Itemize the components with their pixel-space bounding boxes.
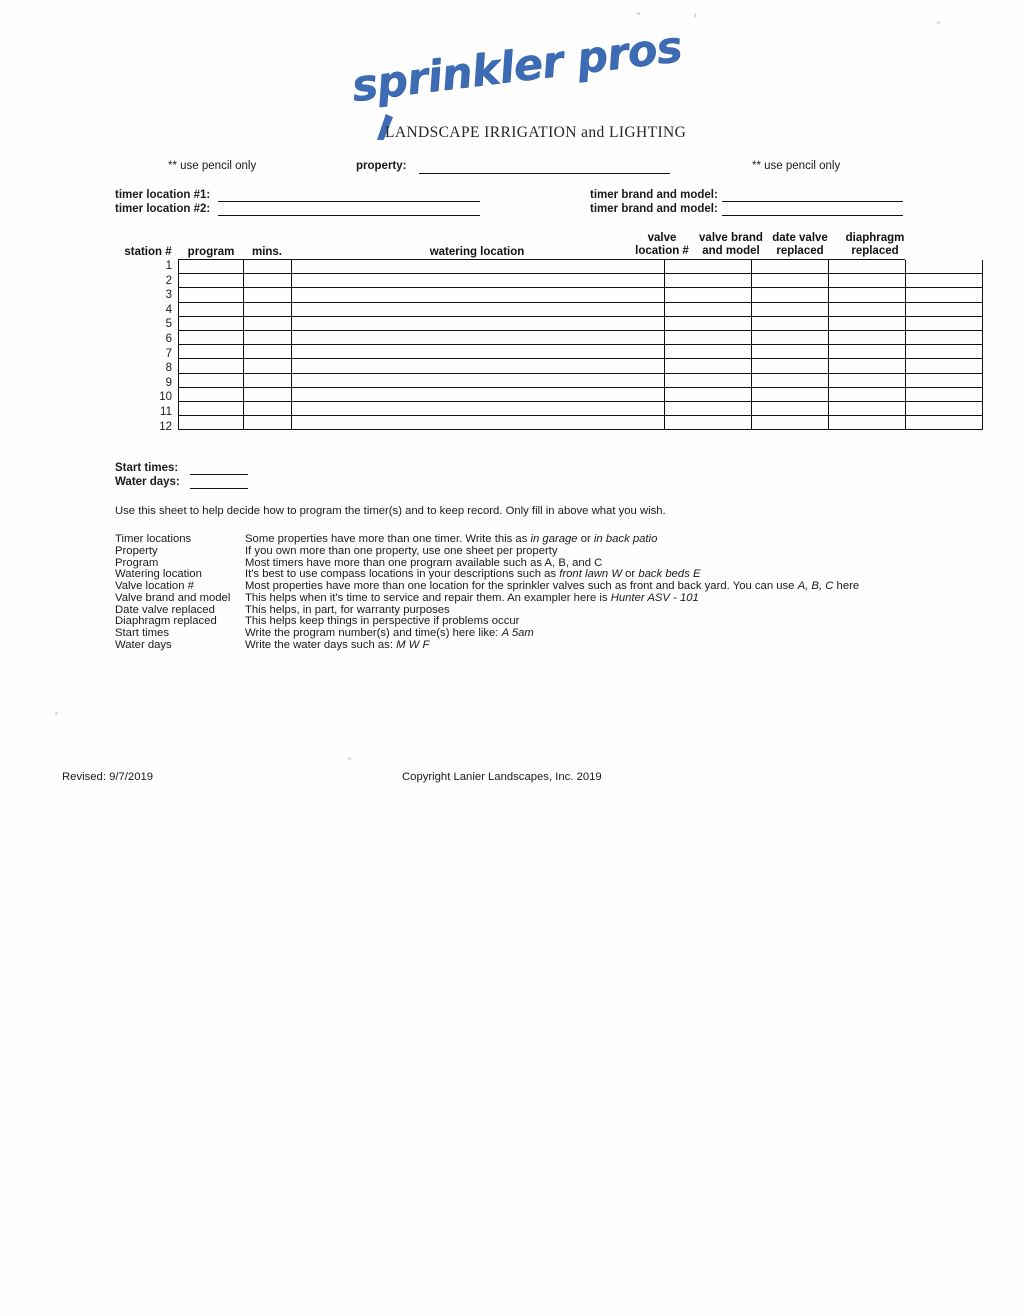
table-cell-diaphragm[interactable] bbox=[905, 260, 982, 274]
logo-tagline: LANDSCAPE IRRIGATION and LIGHTING bbox=[385, 124, 687, 141]
station-number: 6 bbox=[165, 333, 172, 346]
table-cell-watering-location[interactable] bbox=[291, 288, 664, 302]
definition-row bbox=[115, 639, 915, 651]
table-cell-valve-brand[interactable] bbox=[751, 288, 828, 302]
definition-description: It's best to use compass locations in your descriptions such as front lawn W or back beds E bbox=[245, 568, 701, 581]
table-cell-valve-brand[interactable] bbox=[751, 345, 828, 359]
table-cell-watering-location[interactable] bbox=[291, 373, 664, 387]
definition-term: Water days bbox=[115, 638, 172, 651]
table-cell-mins[interactable] bbox=[243, 359, 291, 373]
definition-row bbox=[115, 627, 915, 639]
table-cell-valve-brand[interactable] bbox=[751, 330, 828, 344]
scan-speck bbox=[637, 12, 640, 15]
table-row bbox=[179, 387, 982, 401]
table-row bbox=[179, 345, 982, 359]
definitions-list bbox=[115, 533, 915, 651]
table-cell-program[interactable] bbox=[179, 345, 243, 359]
table-cell-diaphragm[interactable] bbox=[905, 345, 982, 359]
station-number: 3 bbox=[165, 289, 172, 302]
definition-description: This helps keep things in perspective if problems occur bbox=[245, 615, 520, 628]
timer-brand-1-input-line[interactable] bbox=[722, 201, 903, 202]
table-header-mins: mins. bbox=[251, 246, 283, 258]
table-cell-date-replaced[interactable] bbox=[828, 387, 905, 401]
station-number: 10 bbox=[159, 391, 172, 404]
property-label: property: bbox=[356, 160, 407, 172]
timer-location-2-input-line[interactable] bbox=[218, 215, 480, 216]
definition-description: If you own more than one property, use one sheet per property bbox=[245, 544, 558, 557]
definition-term: Date valve replaced bbox=[115, 603, 215, 616]
table-row bbox=[179, 274, 982, 288]
table-cell-watering-location[interactable] bbox=[291, 302, 664, 316]
table-cell-program[interactable] bbox=[179, 416, 243, 430]
table-cell-valve-brand[interactable] bbox=[751, 316, 828, 330]
definition-row bbox=[115, 545, 915, 557]
table-cell-program[interactable] bbox=[179, 260, 243, 274]
definition-example: in garage bbox=[530, 533, 578, 545]
table-cell-mins[interactable] bbox=[243, 316, 291, 330]
table-cell-date-replaced[interactable] bbox=[828, 302, 905, 316]
definition-example: back beds E bbox=[638, 568, 701, 581]
logo-wordmark: sprinkler pros bbox=[348, 21, 685, 112]
table-cell-mins[interactable] bbox=[243, 373, 291, 387]
timer-location-1-input-line[interactable] bbox=[218, 201, 480, 202]
definition-row bbox=[115, 592, 915, 604]
definition-description: Some properties have more than one timer. Write this as in garage or in back patio bbox=[245, 533, 658, 545]
table-header-diaphragm-line2: replaced bbox=[851, 244, 899, 257]
table-cell-watering-location[interactable] bbox=[291, 330, 664, 344]
table-header-valve-location-line1: valve bbox=[647, 232, 677, 244]
definition-example: A, B, C bbox=[797, 580, 834, 592]
timer-brand-1-label: timer brand and model: bbox=[590, 189, 718, 201]
table-cell-diaphragm[interactable] bbox=[905, 302, 982, 316]
table-cell-valve-brand[interactable] bbox=[751, 416, 828, 430]
table-cell-valve-location[interactable] bbox=[664, 316, 751, 330]
table-cell-diaphragm[interactable] bbox=[905, 359, 982, 373]
table-cell-valve-brand[interactable] bbox=[751, 274, 828, 288]
table-cell-date-replaced[interactable] bbox=[828, 274, 905, 288]
table-cell-valve-brand[interactable] bbox=[751, 373, 828, 387]
timer-location-2-label: timer location #2: bbox=[115, 203, 211, 215]
scan-speck bbox=[55, 712, 58, 715]
table-cell-diaphragm[interactable] bbox=[905, 274, 982, 288]
table-header-program: program bbox=[187, 246, 235, 258]
pencil-note-left: ** use pencil only bbox=[168, 160, 257, 172]
definition-example: Hunter ASV - 101 bbox=[610, 591, 699, 604]
table-cell-valve-location[interactable] bbox=[664, 401, 751, 415]
table-cell-watering-location[interactable] bbox=[291, 359, 664, 373]
table-cell-date-replaced[interactable] bbox=[828, 401, 905, 415]
definition-term: Start times bbox=[115, 627, 169, 639]
table-cell-valve-brand[interactable] bbox=[751, 302, 828, 316]
table-cell-watering-location[interactable] bbox=[291, 274, 664, 288]
table-cell-valve-location[interactable] bbox=[664, 302, 751, 316]
table-cell-mins[interactable] bbox=[243, 416, 291, 430]
table-header-date-replaced-line2: replaced bbox=[776, 244, 824, 257]
definition-row bbox=[115, 615, 915, 627]
table-cell-program[interactable] bbox=[179, 288, 243, 302]
table-row bbox=[179, 401, 982, 415]
table-cell-diaphragm[interactable] bbox=[905, 373, 982, 387]
timer-brand-2-label: timer brand and model: bbox=[590, 203, 718, 215]
company-logo bbox=[348, 21, 687, 152]
timer-brand-2-input-line[interactable] bbox=[722, 215, 903, 216]
table-cell-mins[interactable] bbox=[243, 345, 291, 359]
table-cell-valve-location[interactable] bbox=[664, 416, 751, 430]
table-header-diaphragm bbox=[827, 232, 923, 257]
station-number: 5 bbox=[165, 318, 172, 331]
table-cell-watering-location[interactable] bbox=[291, 345, 664, 359]
station-table bbox=[178, 259, 905, 430]
definition-example: in back patio bbox=[593, 533, 658, 545]
table-row bbox=[179, 359, 982, 373]
definition-description: Write the program number(s) and time(s) here like: A 5am bbox=[245, 627, 534, 639]
definition-row bbox=[115, 533, 915, 545]
definition-description: This helps when it's time to service and repair them. An exampler here is Hunter ASV - 101 bbox=[245, 591, 699, 604]
table-cell-watering-location[interactable] bbox=[291, 416, 664, 430]
table-cell-valve-location[interactable] bbox=[664, 359, 751, 373]
copyright-notice: Copyright Lanier Landscapes, Inc. 2019 bbox=[402, 771, 602, 783]
table-cell-program[interactable] bbox=[179, 302, 243, 316]
definition-example: A 5am bbox=[501, 627, 534, 639]
table-cell-date-replaced[interactable] bbox=[828, 260, 905, 274]
instructions-intro: Use this sheet to help decide how to program the timer(s) and to keep record. Only fill in above what you wish. bbox=[115, 505, 666, 517]
table-cell-diaphragm[interactable] bbox=[905, 330, 982, 344]
table-cell-diaphragm[interactable] bbox=[905, 288, 982, 302]
table-cell-mins[interactable] bbox=[243, 302, 291, 316]
table-cell-watering-location[interactable] bbox=[291, 316, 664, 330]
property-input-line[interactable] bbox=[419, 173, 670, 174]
table-row bbox=[179, 316, 982, 330]
station-number: 11 bbox=[160, 406, 172, 419]
table-cell-valve-location[interactable] bbox=[664, 288, 751, 302]
table-cell-valve-location[interactable] bbox=[664, 387, 751, 401]
table-cell-mins[interactable] bbox=[243, 274, 291, 288]
table-cell-watering-location[interactable] bbox=[291, 401, 664, 415]
definition-description: This helps, in part, for warranty purposes bbox=[245, 603, 450, 616]
definition-row bbox=[115, 557, 915, 569]
table-cell-date-replaced[interactable] bbox=[828, 416, 905, 430]
table-cell-program[interactable] bbox=[179, 274, 243, 288]
definition-term: Program bbox=[115, 556, 159, 569]
table-cell-valve-brand[interactable] bbox=[751, 401, 828, 415]
definition-description: Most properties have more than one location for the sprinkler valves such as front and back yard. You can use A, B, C here bbox=[245, 580, 860, 592]
water-days-label: Water days: bbox=[115, 476, 180, 488]
table-cell-valve-location[interactable] bbox=[664, 330, 751, 344]
table-row bbox=[179, 330, 982, 344]
table-cell-valve-location[interactable] bbox=[664, 274, 751, 288]
definition-description: Write the water days such as: M W F bbox=[245, 638, 430, 651]
definition-row bbox=[115, 568, 915, 580]
table-header-valve-brand-line1: valve brand bbox=[699, 232, 763, 244]
table-cell-date-replaced[interactable] bbox=[828, 345, 905, 359]
table-cell-watering-location[interactable] bbox=[291, 387, 664, 401]
table-row bbox=[179, 373, 982, 387]
definition-term: Property bbox=[115, 544, 158, 557]
definition-example: M W F bbox=[396, 638, 430, 651]
table-cell-program[interactable] bbox=[179, 316, 243, 330]
table-cell-mins[interactable] bbox=[243, 401, 291, 415]
table-cell-watering-location[interactable] bbox=[291, 260, 664, 274]
table-cell-valve-location[interactable] bbox=[664, 373, 751, 387]
definition-term: Diaphragm replaced bbox=[115, 615, 217, 628]
station-number: 8 bbox=[165, 362, 172, 375]
station-number: 4 bbox=[165, 303, 172, 316]
station-number: 12 bbox=[159, 420, 172, 433]
scan-speck bbox=[348, 757, 351, 760]
definition-term: Valve brand and model bbox=[115, 591, 231, 604]
table-row bbox=[179, 302, 982, 316]
table-cell-date-replaced[interactable] bbox=[828, 359, 905, 373]
table-cell-mins[interactable] bbox=[243, 387, 291, 401]
start-times-input-line[interactable] bbox=[190, 474, 248, 475]
table-header-station: station # bbox=[124, 246, 172, 258]
table-header-date-replaced-line1: date valve bbox=[772, 232, 828, 244]
definition-example: front lawn W bbox=[559, 568, 623, 581]
scan-speck bbox=[694, 13, 696, 18]
revised-date: Revised: 9/7/2019 bbox=[62, 771, 154, 783]
table-cell-valve-brand[interactable] bbox=[751, 359, 828, 373]
station-number: 9 bbox=[165, 376, 172, 389]
definition-description: Most timers have more than one program available such as A, B, and C bbox=[245, 556, 603, 569]
definition-row bbox=[115, 580, 915, 592]
definition-term: Watering location bbox=[115, 568, 202, 581]
start-times-label: Start times: bbox=[115, 462, 179, 474]
table-cell-mins[interactable] bbox=[243, 330, 291, 344]
table-cell-date-replaced[interactable] bbox=[828, 288, 905, 302]
table-row bbox=[179, 288, 982, 302]
table-header-diaphragm-line1: diaphragm bbox=[845, 232, 905, 244]
scan-speck bbox=[937, 21, 940, 24]
table-cell-mins[interactable] bbox=[243, 288, 291, 302]
definition-term: Valve location # bbox=[115, 580, 194, 592]
definition-row bbox=[115, 604, 915, 616]
table-cell-valve-brand[interactable] bbox=[751, 387, 828, 401]
station-number: 1 bbox=[165, 260, 172, 272]
water-days-input-line[interactable] bbox=[190, 488, 248, 489]
table-cell-mins[interactable] bbox=[243, 260, 291, 274]
table-row bbox=[179, 416, 982, 430]
table-cell-diaphragm[interactable] bbox=[905, 316, 982, 330]
pencil-note-right: ** use pencil only bbox=[752, 160, 841, 172]
definition-term: Timer locations bbox=[115, 533, 192, 545]
table-header-valve-location-line2: location # bbox=[635, 244, 689, 257]
table-cell-program[interactable] bbox=[179, 359, 243, 373]
timer-location-1-label: timer location #1: bbox=[115, 189, 211, 201]
table-cell-program[interactable] bbox=[179, 373, 243, 387]
table-cell-date-replaced[interactable] bbox=[828, 316, 905, 330]
table-cell-date-replaced[interactable] bbox=[828, 330, 905, 344]
table-cell-diaphragm[interactable] bbox=[905, 401, 982, 415]
table-cell-valve-location[interactable] bbox=[664, 260, 751, 274]
table-cell-diaphragm[interactable] bbox=[905, 387, 982, 401]
table-row bbox=[179, 260, 982, 274]
table-cell-diaphragm[interactable] bbox=[905, 416, 982, 430]
table-cell-valve-location[interactable] bbox=[664, 345, 751, 359]
table-cell-valve-brand[interactable] bbox=[751, 260, 828, 274]
table-cell-date-replaced[interactable] bbox=[828, 373, 905, 387]
table-cell-program[interactable] bbox=[179, 401, 243, 415]
table-cell-program[interactable] bbox=[179, 387, 243, 401]
station-number: 2 bbox=[165, 274, 172, 287]
table-header-watering-location: watering location bbox=[429, 246, 525, 258]
station-number: 7 bbox=[165, 347, 172, 360]
station-number-column bbox=[120, 259, 172, 434]
table-cell-program[interactable] bbox=[179, 330, 243, 344]
table-header-valve-brand-line2: and model bbox=[702, 244, 760, 257]
